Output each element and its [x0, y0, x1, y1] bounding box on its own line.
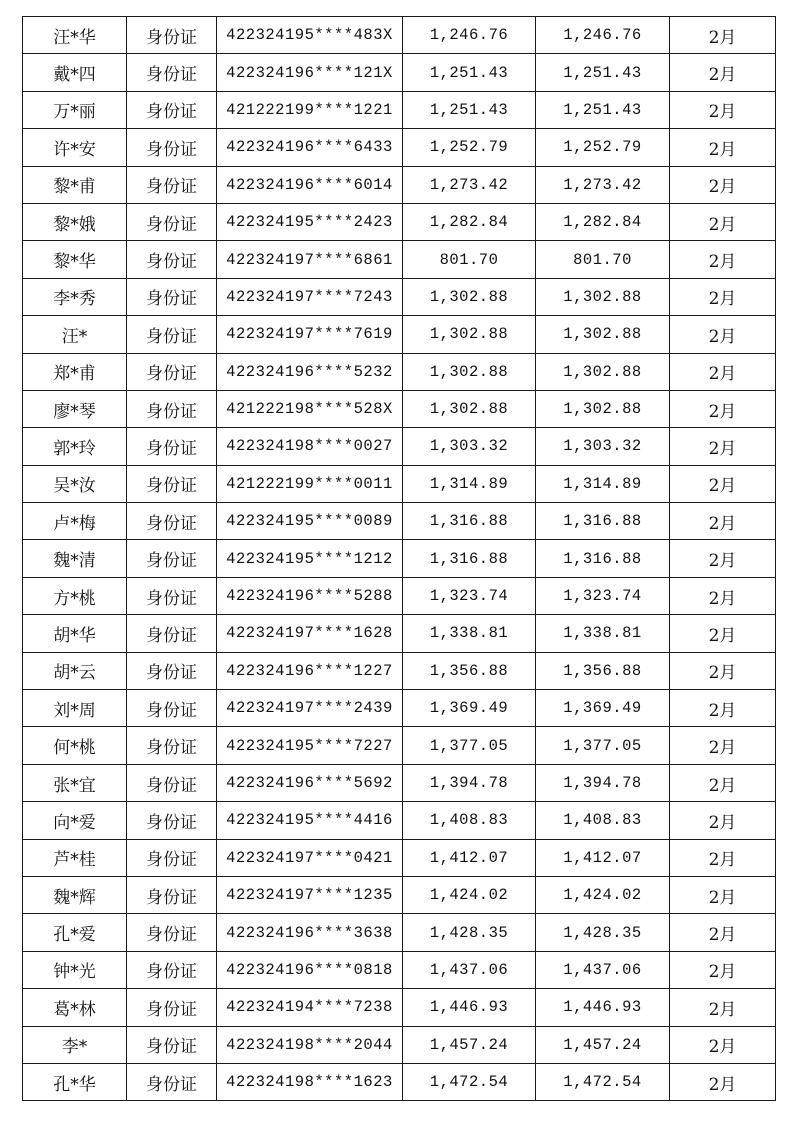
amount-cell: 1,252.79: [403, 129, 536, 166]
amount-paid-cell: 1,282.84: [536, 203, 670, 240]
id-type-cell: 身份证: [127, 465, 217, 502]
amount-paid-cell: 1,302.88: [536, 353, 670, 390]
amount-cell: 1,472.54: [403, 1063, 536, 1100]
table-row: [23, 390, 776, 427]
id-type-cell: 身份证: [127, 839, 217, 876]
id-type-cell: 身份证: [127, 989, 217, 1026]
month-cell: 2月: [670, 727, 776, 764]
month-cell: 2月: [670, 1026, 776, 1063]
table-row: [23, 278, 776, 315]
id-type-cell: 身份证: [127, 129, 217, 166]
name-cell: 许*安: [23, 129, 127, 166]
payment-table-body: [23, 17, 776, 1101]
amount-cell: 1,394.78: [403, 764, 536, 801]
name-cell: 魏*辉: [23, 876, 127, 913]
table-row: [23, 1063, 776, 1100]
id-number-cell: 422324196****3638: [217, 914, 403, 951]
id-number-cell: 422324195****7227: [217, 727, 403, 764]
name-cell: 李*: [23, 1026, 127, 1063]
id-type-cell: 身份证: [127, 17, 217, 54]
name-cell: 向*爱: [23, 802, 127, 839]
name-cell: 魏*清: [23, 540, 127, 577]
id-type-cell: 身份证: [127, 353, 217, 390]
amount-cell: 1,303.32: [403, 428, 536, 465]
id-type-cell: 身份证: [127, 577, 217, 614]
id-number-cell: 422324197****7619: [217, 316, 403, 353]
amount-paid-cell: 1,302.88: [536, 316, 670, 353]
table-row: [23, 690, 776, 727]
id-type-cell: 身份证: [127, 503, 217, 540]
table-row: [23, 316, 776, 353]
id-number-cell: 422324194****7238: [217, 989, 403, 1026]
amount-paid-cell: 1,394.78: [536, 764, 670, 801]
amount-paid-cell: 1,251.43: [536, 91, 670, 128]
name-cell: 孔*爱: [23, 914, 127, 951]
month-cell: 2月: [670, 316, 776, 353]
amount-cell: 1,437.06: [403, 951, 536, 988]
id-number-cell: 422324195****2423: [217, 203, 403, 240]
name-cell: 何*桃: [23, 727, 127, 764]
name-cell: 黎*甫: [23, 166, 127, 203]
id-number-cell: 421222198****528X: [217, 390, 403, 427]
amount-paid-cell: 1,303.32: [536, 428, 670, 465]
amount-paid-cell: 1,446.93: [536, 989, 670, 1026]
id-type-cell: 身份证: [127, 91, 217, 128]
month-cell: 2月: [670, 989, 776, 1026]
amount-paid-cell: 1,251.43: [536, 54, 670, 91]
month-cell: 2月: [670, 690, 776, 727]
id-type-cell: 身份证: [127, 1026, 217, 1063]
name-cell: 郭*玲: [23, 428, 127, 465]
name-cell: 黎*华: [23, 241, 127, 278]
table-row: [23, 353, 776, 390]
table-row: [23, 914, 776, 951]
name-cell: 方*桃: [23, 577, 127, 614]
id-type-cell: 身份证: [127, 316, 217, 353]
id-type-cell: 身份证: [127, 241, 217, 278]
id-number-cell: 422324196****121X: [217, 54, 403, 91]
name-cell: 汪*: [23, 316, 127, 353]
name-cell: 葛*林: [23, 989, 127, 1026]
amount-cell: 1,314.89: [403, 465, 536, 502]
id-type-cell: 身份证: [127, 54, 217, 91]
amount-paid-cell: 801.70: [536, 241, 670, 278]
month-cell: 2月: [670, 1063, 776, 1100]
table-row: [23, 17, 776, 54]
name-cell: 黎*娥: [23, 203, 127, 240]
amount-cell: 1,446.93: [403, 989, 536, 1026]
table-row: [23, 540, 776, 577]
amount-paid-cell: 1,338.81: [536, 615, 670, 652]
id-number-cell: 422324196****0818: [217, 951, 403, 988]
table-row: [23, 241, 776, 278]
id-number-cell: 422324195****0089: [217, 503, 403, 540]
name-cell: 吴*汝: [23, 465, 127, 502]
amount-cell: 1,302.88: [403, 278, 536, 315]
table-row: [23, 1026, 776, 1063]
amount-cell: 1,302.88: [403, 353, 536, 390]
table-row: [23, 764, 776, 801]
id-number-cell: 422324196****5692: [217, 764, 403, 801]
name-cell: 汪*华: [23, 17, 127, 54]
table-row: [23, 951, 776, 988]
id-type-cell: 身份证: [127, 615, 217, 652]
amount-paid-cell: 1,316.88: [536, 503, 670, 540]
id-number-cell: 422324197****1235: [217, 876, 403, 913]
month-cell: 2月: [670, 17, 776, 54]
month-cell: 2月: [670, 428, 776, 465]
id-type-cell: 身份证: [127, 951, 217, 988]
id-number-cell: 422324196****5288: [217, 577, 403, 614]
amount-paid-cell: 1,356.88: [536, 652, 670, 689]
amount-paid-cell: 1,408.83: [536, 802, 670, 839]
id-number-cell: 422324195****4416: [217, 802, 403, 839]
month-cell: 2月: [670, 839, 776, 876]
amount-paid-cell: 1,437.06: [536, 951, 670, 988]
month-cell: 2月: [670, 876, 776, 913]
amount-paid-cell: 1,246.76: [536, 17, 670, 54]
month-cell: 2月: [670, 914, 776, 951]
amount-cell: 1,369.49: [403, 690, 536, 727]
month-cell: 2月: [670, 652, 776, 689]
amount-paid-cell: 1,316.88: [536, 540, 670, 577]
id-number-cell: 421222199****1221: [217, 91, 403, 128]
id-number-cell: 422324195****1212: [217, 540, 403, 577]
table-row: [23, 839, 776, 876]
id-type-cell: 身份证: [127, 652, 217, 689]
table-row: [23, 802, 776, 839]
id-number-cell: 422324197****7243: [217, 278, 403, 315]
amount-cell: 1,424.02: [403, 876, 536, 913]
table-row: [23, 465, 776, 502]
id-type-cell: 身份证: [127, 802, 217, 839]
table-row: [23, 652, 776, 689]
month-cell: 2月: [670, 278, 776, 315]
month-cell: 2月: [670, 54, 776, 91]
id-number-cell: 422324196****1227: [217, 652, 403, 689]
month-cell: 2月: [670, 129, 776, 166]
id-number-cell: 422324197****2439: [217, 690, 403, 727]
id-number-cell: 422324196****5232: [217, 353, 403, 390]
amount-paid-cell: 1,457.24: [536, 1026, 670, 1063]
name-cell: 卢*梅: [23, 503, 127, 540]
id-type-cell: 身份证: [127, 914, 217, 951]
name-cell: 钟*光: [23, 951, 127, 988]
amount-paid-cell: 1,424.02: [536, 876, 670, 913]
id-number-cell: 422324195****483X: [217, 17, 403, 54]
id-type-cell: 身份证: [127, 390, 217, 427]
amount-cell: 1,316.88: [403, 540, 536, 577]
amount-cell: 1,302.88: [403, 390, 536, 427]
name-cell: 孔*华: [23, 1063, 127, 1100]
id-number-cell: 422324197****1628: [217, 615, 403, 652]
amount-cell: 1,302.88: [403, 316, 536, 353]
amount-cell: 1,338.81: [403, 615, 536, 652]
amount-cell: 1,246.76: [403, 17, 536, 54]
name-cell: 胡*华: [23, 615, 127, 652]
amount-cell: 1,412.07: [403, 839, 536, 876]
payment-table: [22, 16, 776, 1101]
id-number-cell: 422324196****6014: [217, 166, 403, 203]
name-cell: 廖*琴: [23, 390, 127, 427]
month-cell: 2月: [670, 465, 776, 502]
month-cell: 2月: [670, 615, 776, 652]
name-cell: 芦*桂: [23, 839, 127, 876]
amount-paid-cell: 1,273.42: [536, 166, 670, 203]
id-type-cell: 身份证: [127, 166, 217, 203]
name-cell: 郑*甫: [23, 353, 127, 390]
id-number-cell: 421222199****0011: [217, 465, 403, 502]
id-type-cell: 身份证: [127, 203, 217, 240]
amount-paid-cell: 1,412.07: [536, 839, 670, 876]
table-row: [23, 503, 776, 540]
id-type-cell: 身份证: [127, 690, 217, 727]
table-row: [23, 428, 776, 465]
table-row: [23, 989, 776, 1026]
month-cell: 2月: [670, 764, 776, 801]
table-row: [23, 91, 776, 128]
table-row: [23, 129, 776, 166]
month-cell: 2月: [670, 166, 776, 203]
month-cell: 2月: [670, 802, 776, 839]
amount-paid-cell: 1,314.89: [536, 465, 670, 502]
amount-paid-cell: 1,252.79: [536, 129, 670, 166]
month-cell: 2月: [670, 951, 776, 988]
amount-cell: 1,251.43: [403, 54, 536, 91]
month-cell: 2月: [670, 241, 776, 278]
table-row: [23, 203, 776, 240]
id-number-cell: 422324197****0421: [217, 839, 403, 876]
amount-paid-cell: 1,428.35: [536, 914, 670, 951]
id-type-cell: 身份证: [127, 1063, 217, 1100]
id-number-cell: 422324196****6433: [217, 129, 403, 166]
amount-cell: 1,282.84: [403, 203, 536, 240]
amount-cell: 1,377.05: [403, 727, 536, 764]
amount-cell: 1,316.88: [403, 503, 536, 540]
month-cell: 2月: [670, 91, 776, 128]
month-cell: 2月: [670, 540, 776, 577]
month-cell: 2月: [670, 577, 776, 614]
id-type-cell: 身份证: [127, 727, 217, 764]
amount-paid-cell: 1,369.49: [536, 690, 670, 727]
amount-cell: 1,251.43: [403, 91, 536, 128]
amount-cell: 1,273.42: [403, 166, 536, 203]
name-cell: 张*宜: [23, 764, 127, 801]
id-type-cell: 身份证: [127, 278, 217, 315]
name-cell: 万*丽: [23, 91, 127, 128]
id-number-cell: 422324198****2044: [217, 1026, 403, 1063]
id-number-cell: 422324198****1623: [217, 1063, 403, 1100]
amount-paid-cell: 1,302.88: [536, 278, 670, 315]
amount-cell: 1,457.24: [403, 1026, 536, 1063]
amount-paid-cell: 1,377.05: [536, 727, 670, 764]
amount-paid-cell: 1,323.74: [536, 577, 670, 614]
table-row: [23, 615, 776, 652]
id-type-cell: 身份证: [127, 540, 217, 577]
amount-cell: 1,356.88: [403, 652, 536, 689]
table-row: [23, 577, 776, 614]
name-cell: 戴*四: [23, 54, 127, 91]
id-type-cell: 身份证: [127, 428, 217, 465]
id-type-cell: 身份证: [127, 764, 217, 801]
id-type-cell: 身份证: [127, 876, 217, 913]
name-cell: 刘*周: [23, 690, 127, 727]
amount-cell: 1,428.35: [403, 914, 536, 951]
name-cell: 李*秀: [23, 278, 127, 315]
month-cell: 2月: [670, 390, 776, 427]
table-row: [23, 876, 776, 913]
month-cell: 2月: [670, 203, 776, 240]
id-number-cell: 422324198****0027: [217, 428, 403, 465]
amount-paid-cell: 1,302.88: [536, 390, 670, 427]
amount-cell: 801.70: [403, 241, 536, 278]
table-row: [23, 727, 776, 764]
amount-cell: 1,323.74: [403, 577, 536, 614]
table-row: [23, 54, 776, 91]
month-cell: 2月: [670, 503, 776, 540]
id-number-cell: 422324197****6861: [217, 241, 403, 278]
month-cell: 2月: [670, 353, 776, 390]
amount-cell: 1,408.83: [403, 802, 536, 839]
amount-paid-cell: 1,472.54: [536, 1063, 670, 1100]
table-row: [23, 166, 776, 203]
name-cell: 胡*云: [23, 652, 127, 689]
